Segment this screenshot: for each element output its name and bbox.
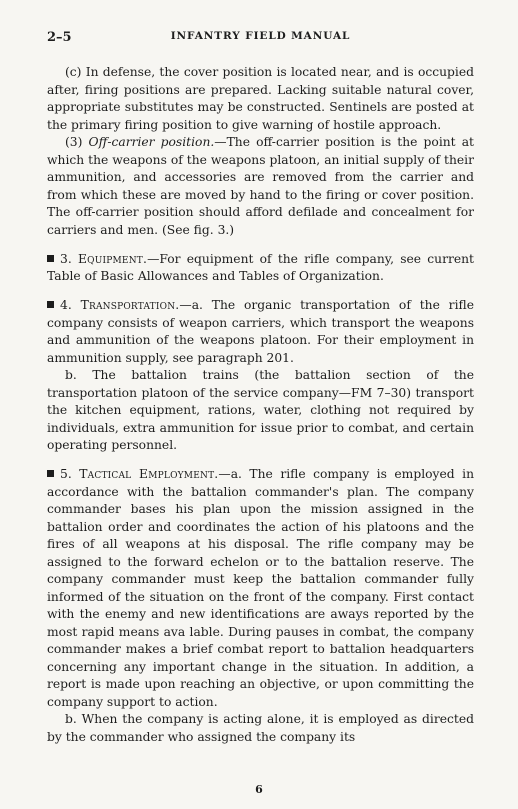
page-reference: 2–5 [47,30,72,45]
paragraph-4b: b. The battalion trains (the battalion section of the transportation platoon of the service company—FM 7–30) transport the kitchen equipment, rations, water, clothing not required by individuals, extra ammunition for issue prior to combat, and certain operating personnel. [47,368,474,452]
section-body: —a. The organic transportation of the rifle company consists of weapon carriers, which transport the weapons and ammunition of the weapons platoon. For their employment in ammunition supply, see paragraph 201. [47,298,474,365]
section-number: 3. [60,251,78,266]
paragraph-number: (3) [65,135,89,149]
section-title: Equipment. [77,251,148,266]
section-bullet-icon [47,255,54,262]
paragraph-body: —The off-carrier position is the point at which the weapons of the weapons platoon, an initial supply of their ammunition, and accessories are removed from the carrier and from which these are moved by hand to the firing or cover position. The off-carrier position should afford defilade and concealment for carriers and men. (See fig. 3.) [47,135,474,237]
paragraph-off-carrier [47,134,474,239]
section-body: —For equipment of the rifle company, see current Table of Basic Allowances and Tables of Organization. [47,251,474,283]
section-3-equipment [47,251,474,286]
paragraph-5b: b. When the company is acting alone, it is employed as directed by the commander who assigned the company its [47,712,474,744]
section-title: Tactical Employment. [79,467,219,481]
section-title: Transportation. [80,298,180,312]
page-number: 6 [255,783,263,796]
page-header [47,30,474,48]
running-head: INFANTRY FIELD MANUAL [170,30,351,42]
body-text [47,64,474,746]
section-number: 5. [60,467,80,481]
section-5-tactical-employment [47,466,474,711]
paragraph-c-defense: (c) In defense, the cover position is located near, and is occupied after, firing positions are prepared. Lacking suitable natural cover, appropriate substitutes may be constructed. Sentinels are posted at the primary firing position to give warning of hostile approach. [47,65,474,132]
section-4-transportation [47,297,474,367]
section-bullet-icon [47,470,54,477]
section-number: 4. [60,298,81,312]
section-body: —a. The rifle company is employed in accordance with the battalion commander's plan. The company commander bases his plan upon the mission assigned in the battalion order and coordinates the action of his platoons and the fires of all weapons at his disposal. The rifle company may be assigned to the forward echelon or to the battalion reserve. The company commander must keep the battalion commander fully informed of the situation on the front of the company. First contact with the enemy and new identifications are aways reported by the most rapid means ava lable. During pauses in combat, the company commander makes a brief combat report to battalion headquarters concerning any important change in the situation. In addition, a report is made upon reaching an objective, or upon committing the company support to action. [47,467,474,709]
paragraph-title: Off-carrier position. [88,135,215,149]
section-bullet-icon [47,301,54,308]
